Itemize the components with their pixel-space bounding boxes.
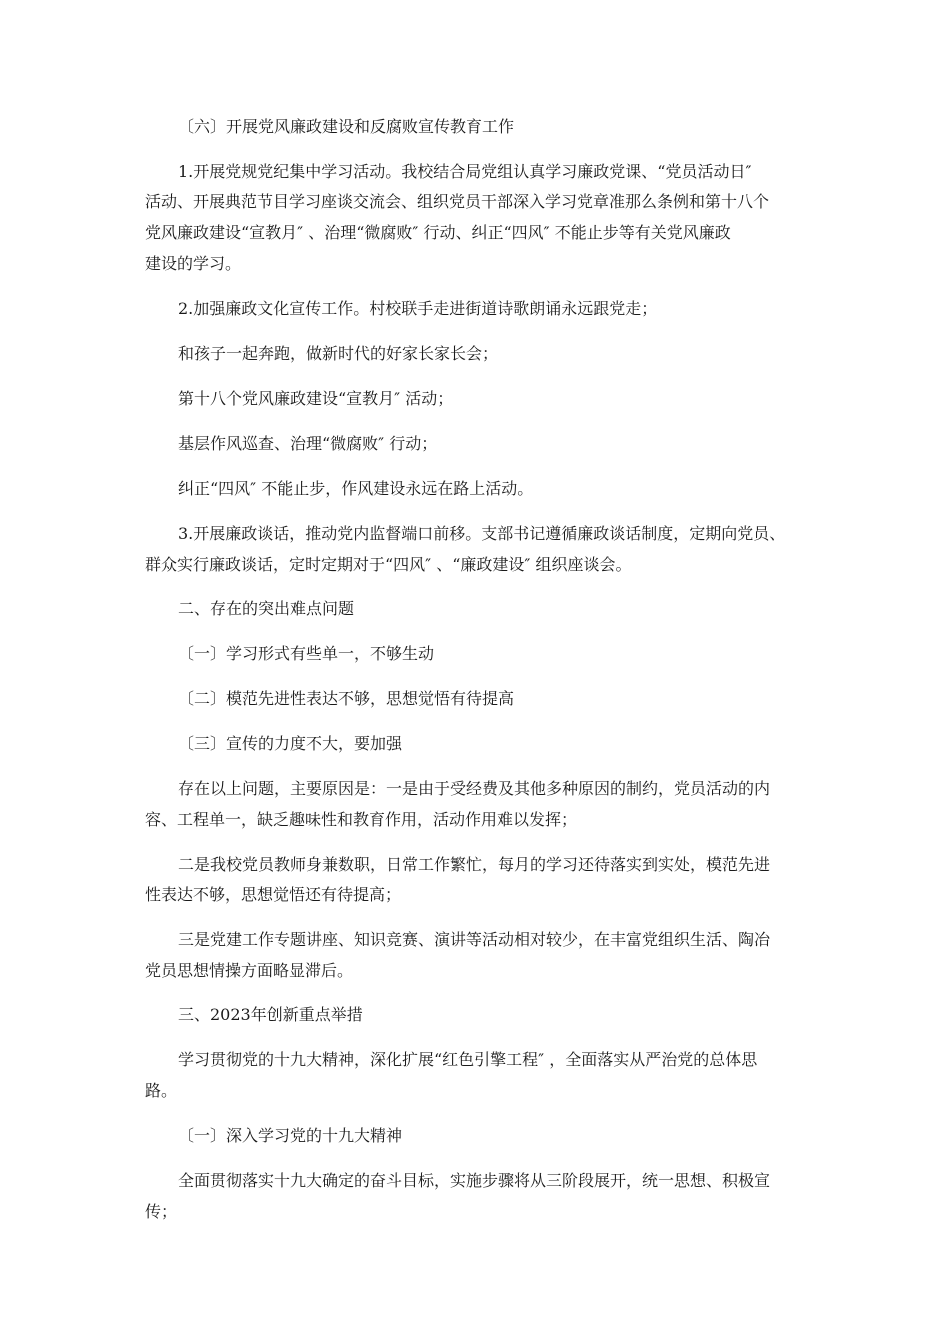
- text-line: 〔三〕宣传的力度不大，要加强: [178, 734, 403, 753]
- text-line: 三是党建工作专题讲座、知识竞赛、演讲等活动相对较少，在丰富党组织生活、陶冶: [178, 930, 771, 949]
- text-line: 〔二〕模范先进性表达不够，思想觉悟有待提高: [178, 689, 515, 708]
- text-line: 路。: [145, 1081, 178, 1100]
- text-line: 〔一〕学习形式有些单一，不够生动: [178, 644, 435, 663]
- text-line: 党风廉政建设“宣教月″ 、治理“微腐败″ 行动、纠正“四风″ 不能止步等有关党风廉政: [145, 223, 731, 242]
- text-line: 二是我校党员教师身兼数职，日常工作繁忙，每月的学习还待落实到实处，模范先进: [178, 855, 771, 874]
- text-line: 活动、开展典范节目学习座谈交流会、组织党员干部深入学习党章准那么条例和第十八个: [145, 192, 770, 211]
- text-line: 群众实行廉政谈话，定时定期对于“四风″ 、“廉政建设″ 组织座谈会。: [145, 555, 632, 574]
- text-line: 三、2023年创新重点举措: [178, 1005, 363, 1024]
- text-line: 〔六〕开展党风廉政建设和反腐败宣传教育工作: [178, 117, 515, 136]
- text-line: 全面贯彻落实十九大确定的奋斗目标，实施步骤将从三阶段展开，统一思想、积极宣: [178, 1171, 771, 1190]
- text-line: 学习贯彻党的十九大精神，深化扩展“红色引擎工程″ ，全面落实从严治党的总体思: [178, 1050, 758, 1069]
- text-line: 党员思想情操方面略显滞后。: [145, 961, 354, 980]
- text-line: 存在以上问题，主要原因是：一是由于受经费及其他多种原因的制约，党员活动的内: [178, 779, 771, 798]
- text-line: 〔一〕深入学习党的十九大精神: [178, 1126, 403, 1145]
- text-line: 和孩子一起奔跑，做新时代的好家长家长会；: [178, 344, 499, 363]
- text-line: 建设的学习。: [145, 254, 242, 273]
- text-line: 基层作风巡查、治理“微腐败″ 行动；: [178, 434, 438, 453]
- text-line: 第十八个党风廉政建设“宣教月″ 活动；: [178, 389, 454, 408]
- text-line: 传；: [145, 1202, 178, 1221]
- text-line: 纠正“四风″ 不能止步，作风建设永远在路上活动。: [178, 479, 534, 498]
- text-line: 二、存在的突出难点问题: [178, 599, 355, 618]
- text-line: 3.开展廉政谈话，推动党内监督端口前移。支部书记遵循廉政谈话制度，定期向党员、: [178, 524, 786, 543]
- text-line: 容、工程单一，缺乏趣味性和教育作用，活动作用难以发挥；: [145, 810, 578, 829]
- text-line: 1.开展党规党纪集中学习活动。我校结合局党组认真学习廉政党课、“党员活动日″: [178, 162, 752, 181]
- text-line: 性表达不够，思想觉悟还有待提高；: [145, 885, 402, 904]
- text-line: 2.加强廉政文化宣传工作。村校联手走进街道诗歌朗诵永远跟党走；: [178, 299, 658, 318]
